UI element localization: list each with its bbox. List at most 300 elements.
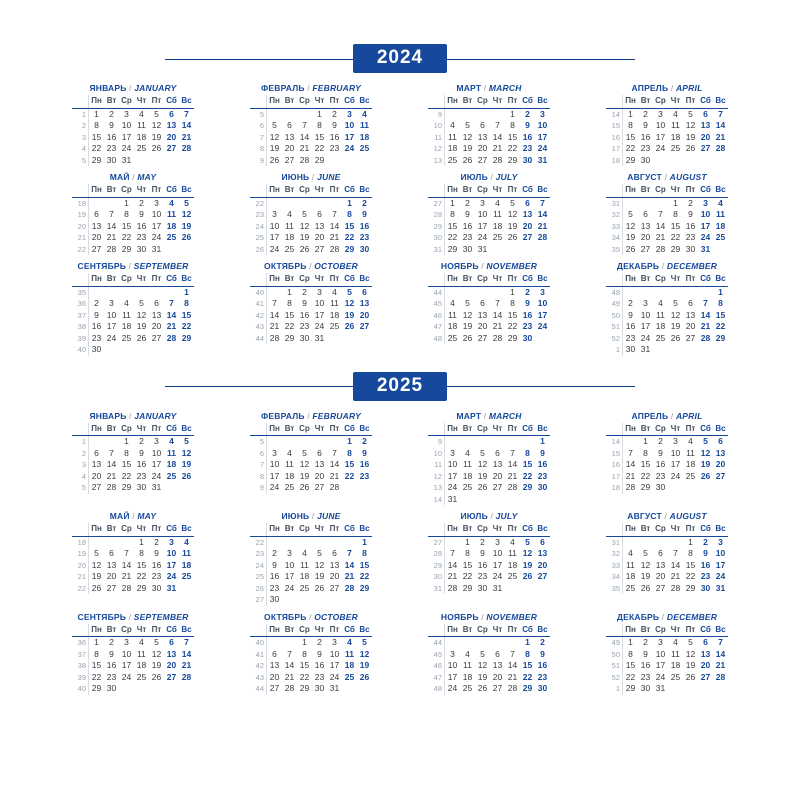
day-cell[interactable]: 12: [299, 220, 310, 231]
day-cell[interactable]: 8: [510, 298, 515, 308]
day-cell[interactable]: 15: [284, 309, 295, 320]
day-cell[interactable]: 21: [625, 470, 636, 481]
day-cell[interactable]: 20: [700, 660, 711, 670]
day-cell[interactable]: 29: [685, 582, 696, 593]
day-cell[interactable]: 14: [344, 559, 355, 570]
day-cell[interactable]: 14: [655, 220, 666, 231]
day-cell[interactable]: 12: [151, 648, 162, 659]
day-cell[interactable]: 9: [362, 209, 367, 219]
day-cell[interactable]: 20: [655, 571, 666, 581]
day-cell[interactable]: 3: [450, 648, 455, 659]
day-cell[interactable]: 19: [640, 571, 651, 581]
day-cell[interactable]: 6: [362, 286, 367, 297]
day-cell[interactable]: 17: [655, 660, 666, 670]
day-cell[interactable]: 18: [447, 321, 458, 331]
day-cell[interactable]: 19: [151, 660, 162, 670]
day-cell[interactable]: 27: [106, 582, 117, 593]
day-cell[interactable]: 5: [302, 209, 307, 219]
day-cell[interactable]: 13: [314, 220, 325, 231]
day-cell[interactable]: 13: [477, 309, 488, 320]
day-cell[interactable]: 14: [106, 220, 117, 231]
day-cell[interactable]: 26: [477, 683, 488, 693]
day-cell[interactable]: 24: [655, 671, 666, 682]
day-cell[interactable]: 23: [640, 143, 651, 153]
day-cell[interactable]: 21: [700, 321, 711, 331]
day-cell[interactable]: 9: [332, 120, 337, 130]
day-cell[interactable]: 12: [462, 131, 473, 142]
day-cell[interactable]: 13: [106, 559, 117, 570]
day-cell[interactable]: 13: [166, 648, 177, 659]
day-cell[interactable]: 8: [510, 120, 515, 130]
day-cell[interactable]: 27: [700, 143, 711, 153]
day-cell[interactable]: 14: [299, 131, 310, 142]
day-cell[interactable]: 27: [477, 332, 488, 343]
day-cell[interactable]: 20: [700, 131, 711, 142]
day-cell[interactable]: 24: [700, 232, 711, 242]
day-cell[interactable]: 27: [91, 243, 102, 254]
day-cell[interactable]: 23: [477, 571, 488, 581]
day-cell[interactable]: 24: [269, 243, 280, 254]
day-cell[interactable]: 27: [640, 243, 651, 254]
day-cell[interactable]: 26: [344, 321, 355, 331]
day-cell[interactable]: 12: [477, 660, 488, 670]
day-cell[interactable]: 26: [522, 571, 533, 581]
day-cell[interactable]: 13: [314, 459, 325, 469]
day-cell[interactable]: 20: [166, 131, 177, 142]
day-cell[interactable]: 30: [106, 683, 117, 693]
day-cell[interactable]: 26: [625, 243, 636, 254]
day-cell[interactable]: 13: [715, 447, 726, 458]
day-cell[interactable]: 20: [492, 671, 503, 682]
day-cell[interactable]: 26: [507, 232, 518, 242]
day-cell[interactable]: 2: [703, 536, 708, 547]
day-cell[interactable]: 10: [715, 548, 726, 558]
day-cell[interactable]: 14: [329, 220, 340, 231]
day-cell[interactable]: 26: [151, 671, 162, 682]
day-cell[interactable]: 1: [94, 108, 99, 119]
day-cell[interactable]: 6: [703, 108, 708, 119]
day-cell[interactable]: 2: [643, 637, 648, 647]
day-cell[interactable]: 23: [106, 143, 117, 153]
day-cell[interactable]: 17: [655, 131, 666, 142]
day-cell[interactable]: 30: [640, 154, 651, 165]
day-cell[interactable]: 19: [670, 321, 681, 331]
day-cell[interactable]: 18: [507, 559, 518, 570]
day-cell[interactable]: 30: [477, 582, 488, 593]
day-cell[interactable]: 2: [525, 286, 530, 297]
day-cell[interactable]: 8: [628, 648, 633, 659]
day-cell[interactable]: 21: [670, 571, 681, 581]
day-cell[interactable]: 1: [525, 637, 530, 647]
day-cell[interactable]: 29: [462, 582, 473, 593]
day-cell[interactable]: 4: [169, 436, 174, 446]
day-cell[interactable]: 4: [287, 447, 292, 458]
day-cell[interactable]: 12: [181, 209, 192, 219]
day-cell[interactable]: 3: [169, 536, 174, 547]
day-cell[interactable]: 6: [154, 298, 159, 308]
day-cell[interactable]: 3: [540, 286, 545, 297]
day-cell[interactable]: 12: [507, 209, 518, 219]
day-cell[interactable]: 1: [628, 108, 633, 119]
day-cell[interactable]: 3: [673, 436, 678, 446]
day-cell[interactable]: 6: [525, 197, 530, 208]
day-cell[interactable]: 31: [121, 154, 132, 165]
day-cell[interactable]: 5: [480, 447, 485, 458]
day-cell[interactable]: 26: [700, 470, 711, 481]
day-cell[interactable]: 19: [507, 220, 518, 231]
day-cell[interactable]: 9: [109, 120, 114, 130]
day-cell[interactable]: 23: [151, 571, 162, 581]
day-cell[interactable]: 19: [462, 143, 473, 153]
day-cell[interactable]: 25: [181, 571, 192, 581]
day-cell[interactable]: 3: [450, 447, 455, 458]
day-cell[interactable]: 1: [347, 436, 352, 446]
day-cell[interactable]: 8: [139, 548, 144, 558]
day-cell[interactable]: 30: [314, 683, 325, 693]
day-cell[interactable]: 6: [317, 209, 322, 219]
day-cell[interactable]: 5: [94, 548, 99, 558]
day-cell[interactable]: 7: [109, 209, 114, 219]
day-cell[interactable]: 10: [269, 459, 280, 469]
day-cell[interactable]: 4: [287, 209, 292, 219]
day-cell[interactable]: 13: [640, 220, 651, 231]
day-cell[interactable]: 12: [314, 559, 325, 570]
day-cell[interactable]: 29: [359, 582, 370, 593]
day-cell[interactable]: 31: [166, 582, 177, 593]
day-cell[interactable]: 27: [314, 243, 325, 254]
day-cell[interactable]: 27: [166, 671, 177, 682]
day-cell[interactable]: 11: [508, 548, 517, 558]
day-cell[interactable]: 27: [492, 482, 503, 492]
day-cell[interactable]: 6: [317, 447, 322, 458]
day-cell[interactable]: 1: [510, 108, 515, 119]
day-cell[interactable]: 12: [344, 298, 355, 308]
day-cell[interactable]: 4: [124, 298, 129, 308]
day-cell[interactable]: 5: [643, 548, 648, 558]
day-cell[interactable]: 21: [655, 232, 666, 242]
day-cell[interactable]: 6: [495, 447, 500, 458]
day-cell[interactable]: 29: [314, 154, 325, 165]
day-cell[interactable]: 28: [269, 332, 280, 343]
day-cell[interactable]: 5: [184, 436, 189, 446]
day-cell[interactable]: 13: [655, 559, 666, 570]
day-cell[interactable]: 13: [269, 660, 280, 670]
day-cell[interactable]: 25: [670, 143, 681, 153]
day-cell[interactable]: 26: [91, 582, 102, 593]
day-cell[interactable]: 17: [106, 321, 117, 331]
day-cell[interactable]: 23: [537, 671, 548, 682]
day-cell[interactable]: 9: [688, 209, 693, 219]
day-cell[interactable]: 18: [344, 660, 355, 670]
day-cell[interactable]: 15: [136, 559, 147, 570]
day-cell[interactable]: 3: [703, 197, 708, 208]
day-cell[interactable]: 25: [121, 332, 132, 343]
day-cell[interactable]: 6: [540, 536, 545, 547]
day-cell[interactable]: 21: [492, 321, 503, 331]
day-cell[interactable]: 5: [688, 637, 693, 647]
day-cell[interactable]: 1: [287, 286, 292, 297]
day-cell[interactable]: 18: [462, 470, 473, 481]
day-cell[interactable]: 3: [480, 197, 485, 208]
day-cell[interactable]: 19: [477, 470, 488, 481]
day-cell[interactable]: 7: [184, 637, 189, 647]
day-cell[interactable]: 1: [362, 536, 367, 547]
day-cell[interactable]: 21: [507, 671, 518, 682]
day-cell[interactable]: 14: [537, 209, 548, 219]
day-cell[interactable]: 22: [685, 571, 696, 581]
day-cell[interactable]: 15: [121, 220, 132, 231]
day-cell[interactable]: 4: [450, 120, 455, 130]
day-cell[interactable]: 25: [166, 470, 177, 481]
day-cell[interactable]: 6: [688, 298, 693, 308]
day-cell[interactable]: 13: [91, 459, 102, 469]
day-cell[interactable]: 12: [640, 559, 651, 570]
day-cell[interactable]: 17: [121, 660, 132, 670]
day-cell[interactable]: 30: [359, 243, 370, 254]
day-cell[interactable]: 2: [272, 548, 277, 558]
day-cell[interactable]: 15: [522, 459, 533, 469]
day-cell[interactable]: 7: [658, 209, 663, 219]
day-cell[interactable]: 27: [314, 482, 325, 492]
day-cell[interactable]: 11: [167, 209, 176, 219]
day-cell[interactable]: 12: [462, 309, 473, 320]
day-cell[interactable]: 26: [314, 582, 325, 593]
day-cell[interactable]: 1: [302, 637, 307, 647]
day-cell[interactable]: 17: [151, 459, 162, 469]
day-cell[interactable]: 16: [537, 660, 548, 670]
day-cell[interactable]: 10: [269, 220, 280, 231]
day-cell[interactable]: 23: [655, 470, 666, 481]
day-cell[interactable]: 22: [284, 321, 295, 331]
day-cell[interactable]: 25: [344, 671, 355, 682]
day-cell[interactable]: 29: [507, 154, 518, 165]
day-cell[interactable]: 31: [477, 243, 488, 254]
day-cell[interactable]: 12: [359, 648, 370, 659]
day-cell[interactable]: 20: [106, 571, 117, 581]
day-cell[interactable]: 29: [715, 332, 726, 343]
day-cell[interactable]: 9: [643, 648, 648, 659]
day-cell[interactable]: 4: [347, 637, 352, 647]
day-cell[interactable]: 13: [329, 559, 340, 570]
day-cell[interactable]: 12: [700, 447, 711, 458]
day-cell[interactable]: 18: [359, 131, 370, 142]
day-cell[interactable]: 2: [465, 197, 470, 208]
day-cell[interactable]: 4: [450, 298, 455, 308]
day-cell[interactable]: 9: [139, 209, 144, 219]
day-cell[interactable]: 6: [480, 120, 485, 130]
day-cell[interactable]: 17: [700, 220, 711, 231]
day-cell[interactable]: 8: [525, 447, 530, 458]
day-cell[interactable]: 20: [522, 220, 533, 231]
day-cell[interactable]: 7: [673, 548, 678, 558]
day-cell[interactable]: 29: [344, 243, 355, 254]
day-cell[interactable]: 7: [450, 548, 455, 558]
day-cell[interactable]: 28: [715, 671, 726, 682]
day-cell[interactable]: 14: [492, 131, 503, 142]
day-cell[interactable]: 30: [106, 154, 117, 165]
day-cell[interactable]: 13: [359, 298, 370, 308]
day-cell[interactable]: 6: [94, 447, 99, 458]
day-cell[interactable]: 22: [507, 321, 518, 331]
day-cell[interactable]: 11: [463, 660, 472, 670]
day-cell[interactable]: 6: [94, 209, 99, 219]
day-cell[interactable]: 22: [91, 143, 102, 153]
day-cell[interactable]: 14: [447, 559, 458, 570]
day-cell[interactable]: 25: [136, 671, 147, 682]
day-cell[interactable]: 10: [344, 120, 355, 130]
day-cell[interactable]: 16: [522, 131, 533, 142]
day-cell[interactable]: 20: [314, 232, 325, 242]
day-cell[interactable]: 8: [688, 548, 693, 558]
day-cell[interactable]: 10: [492, 548, 503, 558]
day-cell[interactable]: 14: [670, 559, 681, 570]
day-cell[interactable]: 15: [91, 660, 102, 670]
day-cell[interactable]: 11: [182, 548, 191, 558]
day-cell[interactable]: 19: [269, 143, 280, 153]
day-cell[interactable]: 24: [715, 571, 726, 581]
day-cell[interactable]: 6: [495, 648, 500, 659]
day-cell[interactable]: 21: [181, 131, 192, 142]
day-cell[interactable]: 6: [643, 209, 648, 219]
day-cell[interactable]: 7: [332, 209, 337, 219]
day-cell[interactable]: 18: [462, 671, 473, 682]
day-cell[interactable]: 25: [507, 571, 518, 581]
day-cell[interactable]: 12: [136, 309, 147, 320]
day-cell[interactable]: 20: [477, 143, 488, 153]
day-cell[interactable]: 18: [447, 143, 458, 153]
day-cell[interactable]: 3: [317, 286, 322, 297]
day-cell[interactable]: 10: [151, 209, 162, 219]
day-cell[interactable]: 2: [525, 108, 530, 119]
day-cell[interactable]: 3: [154, 197, 159, 208]
day-cell[interactable]: 25: [492, 232, 503, 242]
day-cell[interactable]: 20: [91, 470, 102, 481]
day-cell[interactable]: 10: [655, 648, 666, 659]
day-cell[interactable]: 11: [360, 120, 369, 130]
day-cell[interactable]: 17: [670, 459, 681, 469]
day-cell[interactable]: 4: [184, 536, 189, 547]
day-cell[interactable]: 17: [537, 131, 548, 142]
day-cell[interactable]: 2: [94, 298, 99, 308]
day-cell[interactable]: 28: [492, 332, 503, 343]
day-cell[interactable]: 3: [272, 447, 277, 458]
day-cell[interactable]: 9: [465, 209, 470, 219]
day-cell[interactable]: 11: [448, 131, 457, 142]
day-cell[interactable]: 18: [492, 220, 503, 231]
day-cell[interactable]: 29: [91, 683, 102, 693]
day-cell[interactable]: 17: [151, 220, 162, 231]
day-cell[interactable]: 18: [121, 321, 132, 331]
day-cell[interactable]: 31: [700, 243, 711, 254]
day-cell[interactable]: 3: [109, 298, 114, 308]
day-cell[interactable]: 29: [670, 243, 681, 254]
day-cell[interactable]: 13: [151, 309, 162, 320]
day-cell[interactable]: 7: [718, 108, 723, 119]
day-cell[interactable]: 8: [673, 209, 678, 219]
day-cell[interactable]: 27: [655, 582, 666, 593]
day-cell[interactable]: 7: [718, 637, 723, 647]
day-cell[interactable]: 21: [492, 143, 503, 153]
day-cell[interactable]: 6: [658, 548, 663, 558]
day-cell[interactable]: 31: [447, 493, 458, 504]
day-cell[interactable]: 4: [302, 548, 307, 558]
day-cell[interactable]: 18: [625, 571, 636, 581]
day-cell[interactable]: 3: [643, 298, 648, 308]
day-cell[interactable]: 5: [302, 447, 307, 458]
day-cell[interactable]: 31: [314, 332, 325, 343]
day-cell[interactable]: 30: [537, 482, 548, 492]
day-cell[interactable]: 19: [151, 131, 162, 142]
day-cell[interactable]: 25: [685, 470, 696, 481]
day-cell[interactable]: 24: [344, 143, 355, 153]
day-cell[interactable]: 19: [685, 131, 696, 142]
day-cell[interactable]: 28: [106, 243, 117, 254]
day-cell[interactable]: 23: [685, 232, 696, 242]
day-cell[interactable]: 1: [628, 637, 633, 647]
day-cell[interactable]: 6: [272, 648, 277, 659]
day-cell[interactable]: 2: [109, 637, 114, 647]
day-cell[interactable]: 10: [314, 298, 325, 308]
day-cell[interactable]: 20: [715, 459, 726, 469]
day-cell[interactable]: 11: [656, 309, 665, 320]
day-cell[interactable]: 4: [465, 447, 470, 458]
day-cell[interactable]: 4: [362, 108, 367, 119]
day-cell[interactable]: 9: [540, 648, 545, 659]
day-cell[interactable]: 14: [492, 309, 503, 320]
day-cell[interactable]: 1: [139, 536, 144, 547]
day-cell[interactable]: 16: [700, 559, 711, 570]
day-cell[interactable]: 21: [329, 470, 340, 481]
day-cell[interactable]: 31: [492, 582, 503, 593]
day-cell[interactable]: 9: [525, 298, 530, 308]
day-cell[interactable]: 11: [493, 209, 502, 219]
day-cell[interactable]: 28: [181, 671, 192, 682]
day-cell[interactable]: 16: [685, 220, 696, 231]
day-cell[interactable]: 15: [625, 660, 636, 670]
day-cell[interactable]: 16: [151, 559, 162, 570]
day-cell[interactable]: 11: [122, 309, 131, 320]
day-cell[interactable]: 24: [121, 143, 132, 153]
day-cell[interactable]: 24: [537, 143, 548, 153]
day-cell[interactable]: 28: [106, 482, 117, 492]
day-cell[interactable]: 29: [91, 154, 102, 165]
day-cell[interactable]: 17: [314, 309, 325, 320]
day-cell[interactable]: 8: [94, 120, 99, 130]
day-cell[interactable]: 20: [359, 309, 370, 320]
day-cell[interactable]: 24: [492, 571, 503, 581]
day-cell[interactable]: 12: [181, 447, 192, 458]
day-cell[interactable]: 30: [299, 332, 310, 343]
day-cell[interactable]: 13: [91, 220, 102, 231]
day-cell[interactable]: 29: [299, 683, 310, 693]
day-cell[interactable]: 26: [477, 482, 488, 492]
day-cell[interactable]: 28: [700, 332, 711, 343]
day-cell[interactable]: 4: [658, 298, 663, 308]
day-cell[interactable]: 18: [329, 309, 340, 320]
day-cell[interactable]: 19: [91, 571, 102, 581]
day-cell[interactable]: 24: [447, 683, 458, 693]
day-cell[interactable]: 2: [332, 108, 337, 119]
day-cell[interactable]: 3: [124, 637, 129, 647]
day-cell[interactable]: 15: [522, 660, 533, 670]
day-cell[interactable]: 5: [673, 298, 678, 308]
day-cell[interactable]: 4: [673, 108, 678, 119]
day-cell[interactable]: 22: [136, 571, 147, 581]
day-cell[interactable]: 6: [703, 637, 708, 647]
day-cell[interactable]: 24: [151, 232, 162, 242]
day-cell[interactable]: 22: [462, 571, 473, 581]
day-cell[interactable]: 16: [269, 571, 280, 581]
